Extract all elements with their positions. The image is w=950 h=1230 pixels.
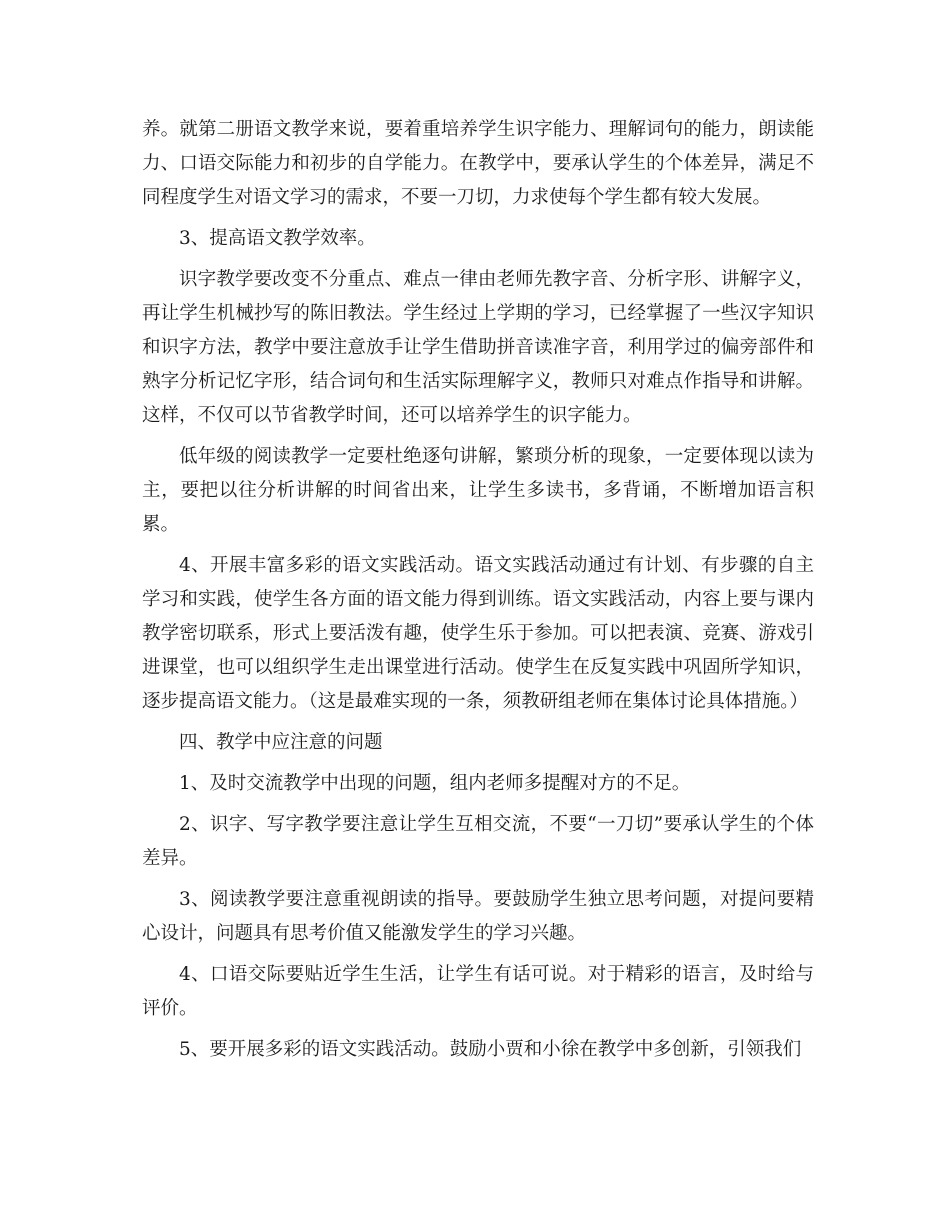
paragraph: 4、开展丰富多彩的语文实践活动。语文实践活动通过有计划、有步骤的自主学习和实践，使学生各方面的语文能力得到训练。语文实践活动，内容上要与课内教学密切联系，形式上要活泼有趣，使学生乐于参加。可以把表演、竞赛、游戏引进课堂，也可以组织学生走出课堂进行活动。使学生在反复实践中巩固所学知识，逐步提高语文能力。（这是最难实现的一条，须教研组老师在集体讨论具体措施。） (142, 555, 814, 712)
section-heading-notes: 四、教学中应注意的问题 (179, 732, 383, 753)
list-item: 4、口语交际要贴近学生生活，让学生有话可说。对于精彩的语言，及时给与评价。 (142, 964, 814, 1019)
section-heading-improve-efficiency: 3、提高语文教学效率。 (179, 228, 376, 249)
document-body (142, 113, 814, 1074)
list-item: 3、阅读教学要注意重视朗读的指导。要鼓励学生独立思考问题，对提问要精心设计，问题具有思考价值又能激发学生的学习兴趣。 (142, 889, 814, 944)
paragraph: 养。就第二册语文教学来说，要着重培养学生识字能力、理解词句的能力，朗读能力、口语交际能力和初步的自学能力。在教学中，要承认学生的个体差异，满足不同程度学生对语文学习的需求，不要一刀切，力求使每个学生都有较大发展。 (142, 119, 814, 208)
list-item: 5、要开展多彩的语文实践活动。鼓励小贾和小徐在教学中多创新，引领我们 (179, 1039, 802, 1060)
list-item: 1、及时交流教学中出现的问题，组内老师多提醒对方的不足。 (179, 773, 691, 794)
paragraph: 识字教学要改变不分重点、难点一律由老师先教字音、分析字形、讲解字义，再让学生机械抄写的陈旧教法。学生经过上学期的学习，已经掌握了一些汉字知识和识字方法，教学中要注意放手让学生借助拼音读准字音，利用学过的偏旁部件和熟字分析记忆字形，结合词句和生活实际理解字义，教师只对难点作指导和讲解。这样，不仅可以节省教学时间，还可以培养学生的识字能力。 (142, 269, 814, 426)
list-item: 2、识字、写字教学要注意让学生互相交流，不要“一刀切”要承认学生的个体差异。 (142, 814, 814, 869)
paragraph: 低年级的阅读教学一定要杜绝逐句讲解，繁琐分析的现象，一定要体现以读为主，要把以往分析讲解的时间省出来，让学生多读书，多背诵，不断增加语言积累。 (142, 446, 814, 535)
